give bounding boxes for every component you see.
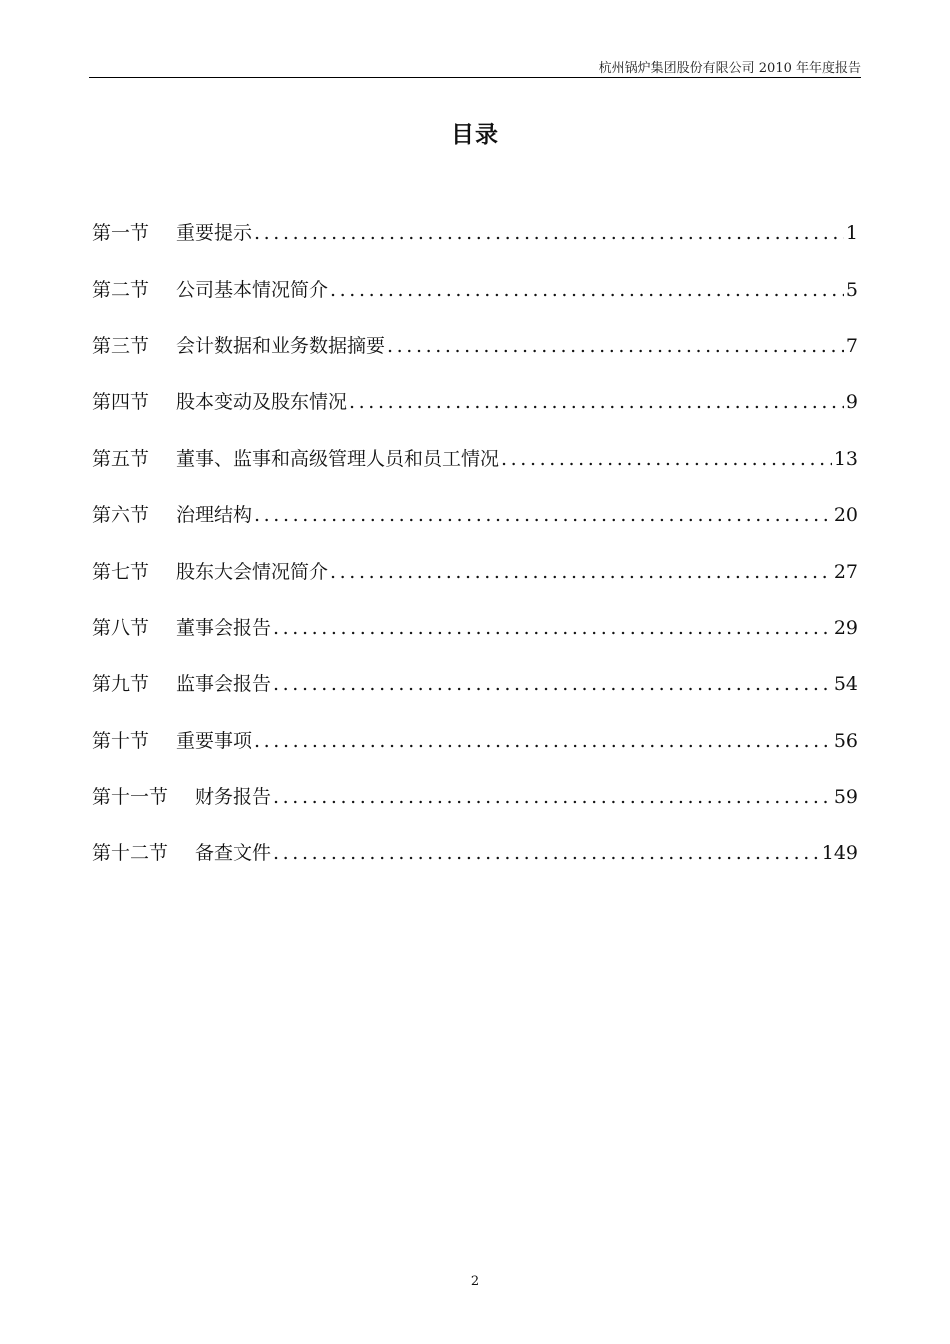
toc-entry[interactable]	[92, 769, 858, 825]
toc-entry[interactable]	[92, 431, 858, 487]
page-number: 2	[470, 1274, 480, 1289]
toc-entry-title: 重要事项	[176, 729, 253, 752]
table-of-contents	[92, 205, 858, 882]
header-rule	[89, 77, 861, 78]
toc-entry-page: 54	[833, 673, 858, 696]
toc-leader-dots	[273, 612, 832, 644]
toc-entry-section: 第四节	[92, 391, 150, 414]
toc-entry-section: 第七节	[92, 560, 150, 583]
toc-leader-dots	[330, 556, 832, 588]
toc-entry-section: 第五节	[92, 447, 150, 470]
toc-entry[interactable]	[92, 487, 858, 543]
toc-entry-page: 59	[833, 786, 858, 809]
toc-leader-dots	[501, 443, 832, 475]
toc-entry-title: 股本变动及股东情况	[176, 391, 348, 414]
toc-entry-page: 29	[833, 616, 858, 639]
toc-entry-page: 7	[845, 334, 858, 357]
toc-leader-dots	[349, 386, 844, 418]
toc-leader-dots	[273, 781, 832, 813]
toc-entry-section: 第二节	[92, 278, 150, 301]
toc-entry-title: 公司基本情况简介	[176, 278, 329, 301]
toc-entry[interactable]	[92, 261, 858, 317]
toc-entry-page: 9	[845, 391, 858, 414]
toc-entry-page: 20	[833, 504, 858, 527]
toc-entry-page: 1	[845, 222, 858, 245]
toc-entry-title: 董事会报告	[176, 616, 272, 639]
toc-entry-section: 第六节	[92, 504, 150, 527]
toc-leader-dots	[254, 217, 844, 249]
toc-entry[interactable]	[92, 600, 858, 656]
toc-entry-section: 第八节	[92, 616, 150, 639]
toc-leader-dots	[273, 668, 832, 700]
toc-entry-section: 第九节	[92, 673, 150, 696]
toc-entry-page: 56	[833, 729, 858, 752]
toc-leader-dots	[330, 274, 844, 306]
toc-leader-dots	[254, 499, 832, 531]
toc-entry-section: 第十二节	[92, 842, 169, 865]
toc-entry-page: 27	[833, 560, 858, 583]
toc-entry-page: 5	[845, 278, 858, 301]
toc-entry-title: 财务报告	[195, 786, 272, 809]
toc-entry[interactable]	[92, 543, 858, 599]
toc-entry-page: 13	[833, 447, 858, 470]
toc-entry-title: 会计数据和业务数据摘要	[176, 334, 386, 357]
toc-entry-section: 第三节	[92, 334, 150, 357]
toc-entry-title: 监事会报告	[176, 673, 272, 696]
toc-entry-title: 董事、监事和高级管理人员和员工情况	[176, 447, 500, 470]
toc-title: 目录	[451, 122, 499, 148]
toc-entry-title: 备查文件	[195, 842, 272, 865]
toc-entry-page: 149	[821, 842, 858, 865]
toc-entry[interactable]	[92, 825, 858, 881]
toc-entry[interactable]	[92, 318, 858, 374]
toc-entry-title: 重要提示	[176, 222, 253, 245]
toc-entry-title: 治理结构	[176, 504, 253, 527]
toc-entry[interactable]	[92, 374, 858, 430]
toc-entry[interactable]	[92, 205, 858, 261]
toc-entry[interactable]	[92, 713, 858, 769]
toc-entry-section: 第十一节	[92, 786, 169, 809]
toc-leader-dots	[273, 837, 820, 869]
running-header: 杭州锅炉集团股份有限公司 2010 年年度报告	[598, 61, 861, 76]
toc-entry-section: 第一节	[92, 222, 150, 245]
toc-entry-section: 第十节	[92, 729, 150, 752]
toc-entry[interactable]	[92, 656, 858, 712]
toc-leader-dots	[254, 725, 832, 757]
toc-leader-dots	[387, 330, 844, 362]
toc-entry-title: 股东大会情况简介	[176, 560, 329, 583]
